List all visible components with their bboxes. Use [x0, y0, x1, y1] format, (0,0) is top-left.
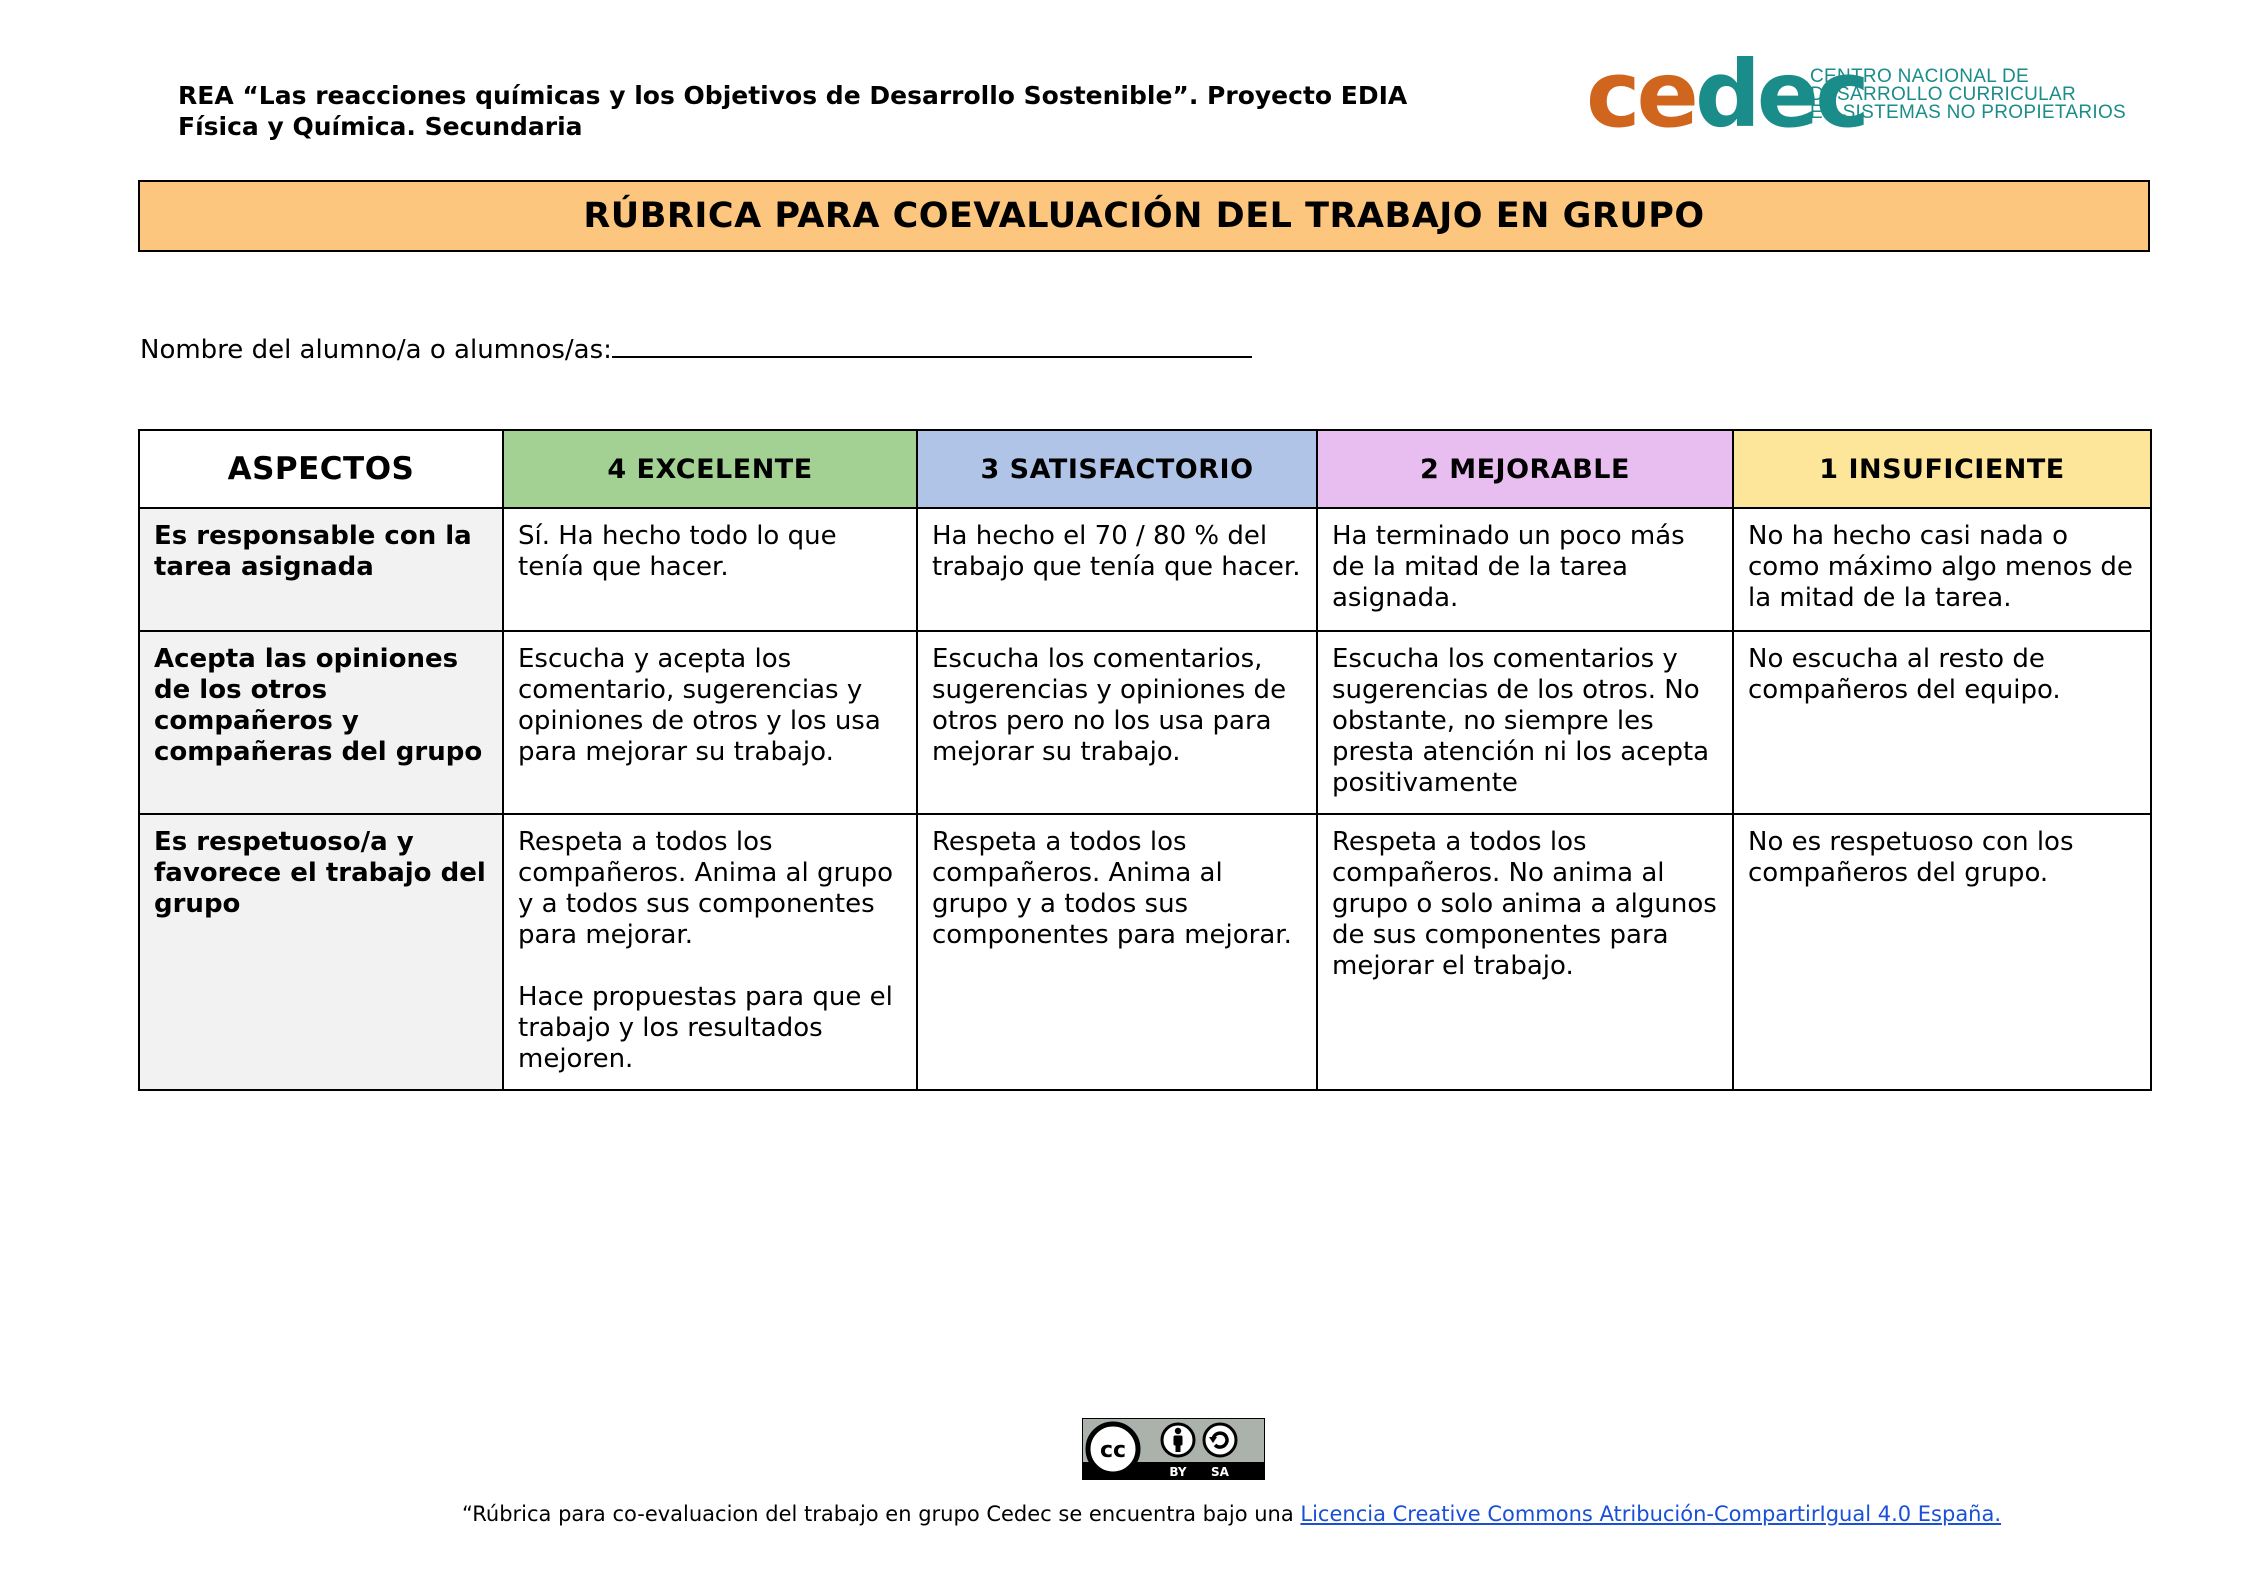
table-header-row	[139, 430, 2151, 508]
aspect-cell: Es responsable con la tarea asignada	[139, 508, 503, 631]
license-link[interactable]: Licencia Creative Commons Atribución-CompartirIgual 4.0 España.	[1300, 1502, 2002, 1526]
document-header	[178, 80, 1407, 142]
header-level-1: 1 INSUFICIENTE	[1733, 430, 2151, 508]
level-3-cell: Respeta a todos los compañeros. Anima al grupo y a todos sus componentes para mejorar.	[917, 814, 1317, 1090]
aspect-cell: Acepta las opiniones de los otros compañeros y compañeras del grupo	[139, 631, 503, 814]
table-row	[139, 508, 2151, 631]
level-4-cell	[503, 814, 917, 1090]
header-level-2: 2 MEJORABLE	[1317, 430, 1733, 508]
rubric-table	[138, 429, 2152, 1091]
logo-word-part-2: dec	[1694, 41, 1866, 148]
cc-by-sa-badge	[1082, 1418, 1265, 1480]
badge-by-text: BY	[1169, 1465, 1187, 1479]
level-2-cell: Ha terminado un poco más de la mitad de la tarea asignada.	[1317, 508, 1733, 631]
student-name-line	[140, 328, 1252, 365]
level-3-cell: Escucha los comentarios, sugerencias y opiniones de otros pero no los usa para mejorar su trabajo.	[917, 631, 1317, 814]
header-level-4: 4 EXCELENTE	[503, 430, 917, 508]
header-level-3: 3 SATISFACTORIO	[917, 430, 1317, 508]
rubric-title: RÚBRICA PARA COEVALUACIÓN DEL TRABAJO EN GRUPO	[138, 180, 2150, 252]
logo-word-part-1: ce	[1586, 41, 1695, 148]
level-4-extra-paragraph: Hace propuestas para que el trabajo y los resultados mejoren.	[518, 982, 893, 1074]
student-name-label: Nombre del alumno/a o alumnos/as:	[140, 335, 612, 365]
level-1-cell: No es respetuoso con los compañeros del grupo.	[1733, 814, 2151, 1090]
aspect-cell: Es respetuoso/a y favorece el trabajo del grupo	[139, 814, 503, 1090]
footer-text: “Rúbrica para co-evaluacion del trabajo en grupo Cedec se encuentra bajo una	[462, 1502, 1301, 1526]
level-4-cell: Escucha y acepta los comentario, sugerencias y opiniones de otros y los usa para mejorar su trabajo.	[503, 631, 917, 814]
level-2-cell: Escucha los comentarios y sugerencias de los otros. No obstante, no siempre les presta atención ni los acepta positivamente	[1317, 631, 1733, 814]
svg-text:cc: cc	[1099, 1438, 1127, 1463]
student-name-blank[interactable]	[612, 328, 1252, 358]
header-line-1: REA “Las reacciones químicas y los Objetivos de Desarrollo Sostenible”. Proyecto EDIA	[178, 81, 1408, 110]
table-row	[139, 631, 2151, 814]
cc-icon	[1088, 1424, 1138, 1474]
license-footer	[462, 1502, 2001, 1526]
logo-sub-line-2: DESARROLLO CURRICULAR	[1810, 84, 2077, 105]
level-1-cell: No ha hecho casi nada o como máximo algo menos de la mitad de la tarea.	[1733, 508, 2151, 631]
attribution-icon	[1162, 1424, 1194, 1456]
level-2-cell: Respeta a todos los compañeros. No anima al grupo o solo anima a algunos de sus componentes para mejorar el trabajo.	[1317, 814, 1733, 1090]
header-aspects: ASPECTOS	[139, 430, 503, 508]
level-3-cell: Ha hecho el 70 / 80 % del trabajo que tenía que hacer.	[917, 508, 1317, 631]
logo-subtitle	[1810, 68, 2126, 122]
table-row	[139, 814, 2151, 1090]
badge-sa-text: SA	[1211, 1465, 1229, 1479]
cedec-logo	[1586, 41, 2127, 148]
level-4-paragraph: Respeta a todos los compañeros. Anima al grupo y a todos sus componentes para mejorar.	[518, 827, 894, 950]
level-1-cell: No escucha al resto de compañeros del equipo.	[1733, 631, 2151, 814]
logo-sub-line-1: CENTRO NACIONAL DE	[1810, 66, 2030, 87]
level-4-cell: Sí. Ha hecho todo lo que tenía que hacer.	[503, 508, 917, 631]
header-line-2: Física y Química. Secundaria	[178, 112, 583, 141]
logo-sub-line-3: EN SISTEMAS NO PROPIETARIOS	[1810, 102, 2127, 123]
share-alike-icon	[1204, 1424, 1236, 1456]
